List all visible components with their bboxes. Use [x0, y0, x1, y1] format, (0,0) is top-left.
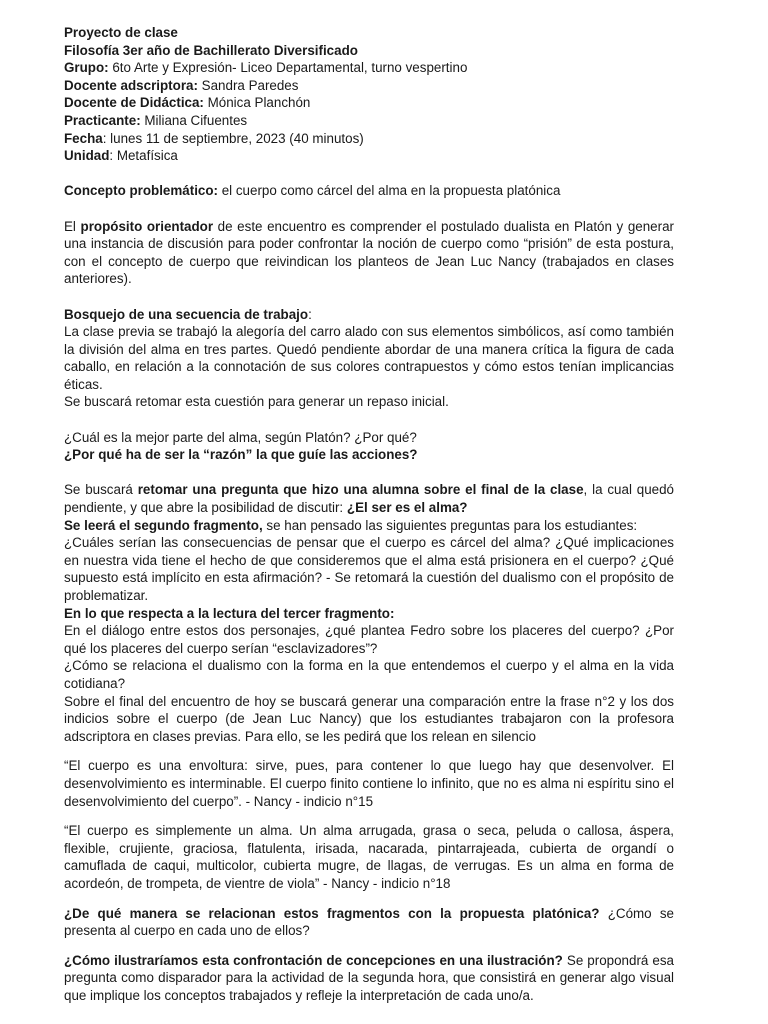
- ilustracion-paragraph: [64, 952, 674, 1005]
- spacer: [64, 810, 674, 822]
- relacion-rest: ¿Cómo se presenta al cuerpo en cada uno de ellos?: [64, 905, 674, 939]
- retomar-mid: , la cual quedó pendiente, y que abre la posibilidad de discutir:: [64, 482, 675, 516]
- grupo-label: Grupo:: [64, 60, 109, 76]
- doc-title: Proyecto de clase: [64, 25, 178, 40]
- tercero-heading: En lo que respecta a la lectura del tercer fragmento:: [64, 605, 395, 621]
- cita-indicio-18: “El cuerpo es simplemente un alma. Un alma arrugada, grasa o seca, peluda o callosa, áspera, flexible, crujiente, graciosa, flatulenta, irisada, nacarada, pintarrajeada, cubierta de organdí o camuflada de caqui, multicolor, cubierta mugre, de llagas, de verrugas. Es un alma en forma de acordeón, de trompeta, de vientre de viola” - Nancy - indicio n°18: [64, 823, 674, 891]
- grupo-value: 6to Arte y Expresión- Liceo Departamental, turno vespertino: [108, 60, 468, 76]
- didactica-value: Mónica Planchón: [203, 95, 311, 111]
- adscriptora-value: Sandra Paredes: [197, 77, 299, 93]
- tercero-paragraph-3: Sobre el final del encuentro de hoy se buscará generar una comparación entre la frase n°2 y los dos indicios sobre el cuerpo (de Jean Luc Nancy) que los estudiantes trabajaron con la profesora adscriptora en clases previas. Para ello, se les pedirá que los relean en silencio: [64, 693, 674, 744]
- spacer: [64, 464, 674, 482]
- proposito-pre: El: [64, 218, 81, 234]
- segundo-bold: Se leerá el segundo fragmento,: [64, 517, 263, 533]
- unidad-line: [64, 147, 674, 165]
- adscriptora-line: [64, 77, 674, 95]
- retomar-paragraph: [64, 481, 674, 516]
- relacion-bold: ¿De qué manera se relacionan estos fragmentos con la propuesta platónica?: [64, 905, 600, 921]
- document-page: [64, 24, 674, 1004]
- tercero-paragraph-2: ¿Cómo se relaciona el dualismo con la forma en la que entendemos el cuerpo y el alma en la vida cotidiana?: [64, 658, 674, 691]
- retomar-question: ¿El ser es el alma?: [346, 500, 468, 516]
- practicante-value: Miliana Cifuentes: [140, 112, 248, 128]
- pregunta-razon: ¿Por qué ha de ser la “razón” la que guíe las acciones?: [64, 447, 418, 463]
- doc-subtitle: Filosofía 3er año de Bachillerato Diversificado: [64, 42, 358, 58]
- bosquejo-title: Bosquejo de una secuencia de trabajo: [64, 306, 309, 322]
- practicante-label: Practicante:: [64, 112, 141, 128]
- spacer: [64, 288, 674, 306]
- concepto-value: el cuerpo como cárcel del alma en la propuesta platónica: [218, 183, 561, 199]
- unidad-label: Unidad: [64, 148, 110, 164]
- proposito-bold: propósito orientador: [80, 218, 214, 234]
- retomar-pre: Se buscará: [64, 482, 138, 498]
- tercero-paragraph-1: En el diálogo entre estos dos personajes, ¿qué plantea Fedro sobre los placeres del cuerpo? ¿Por qué los placeres del cuerpo serían “esclavizadores”?: [64, 623, 674, 656]
- segundo-heading: [64, 517, 674, 535]
- didactica-line: [64, 94, 674, 112]
- spacer: [64, 745, 674, 757]
- didactica-label: Docente de Didáctica:: [64, 95, 204, 111]
- practicante-line: [64, 112, 674, 130]
- grupo-line: [64, 59, 674, 77]
- proposito-rest: de este encuentro es comprender el postulado dualista en Platón y generar una instancia de discusión para poder confrontar la noción de cuerpo como “prisión” de esta postura, con el concepto de cuerpo que reivindican los planteos de Jean Luc Nancy (trabajados en clases anteriores).: [64, 218, 674, 287]
- bosquejo-paragraph-2: Se buscará retomar esta cuestión para generar un repaso inicial.: [64, 394, 449, 410]
- spacer: [64, 893, 674, 905]
- spacer: [64, 940, 674, 952]
- adscriptora-label: Docente adscriptora:: [64, 77, 198, 93]
- proposito-paragraph: [64, 218, 674, 288]
- bosquejo-paragraph-1: La clase previa se trabajó la alegoría del carro alado con sus elementos simbólicos, así como también la división del alma en tres partes. Quedó pendiente abordar de una manera crítica la figura de cada caballo, en relación a la connotación de sus colores contrapuestos y cómo estos tenían implicancias éticas.: [64, 324, 674, 392]
- pregunta-mejor-parte: ¿Cuál es la mejor parte del alma, según Platón? ¿Por qué?: [64, 429, 417, 445]
- bosquejo-colon: :: [308, 306, 312, 322]
- ilustracion-bold: ¿Cómo ilustraríamos esta confrontación de concepciones en una ilustración?: [64, 952, 563, 968]
- fecha-label: Fecha: [64, 130, 103, 146]
- relacion-paragraph: [64, 905, 674, 940]
- fecha-value: : lunes 11 de septiembre, 2023 (40 minutos): [102, 130, 364, 146]
- unidad-value: : Metafísica: [109, 148, 178, 164]
- spacer: [64, 200, 674, 218]
- concepto-label: Concepto problemático:: [64, 183, 218, 199]
- concepto-line: [64, 182, 674, 200]
- segundo-paragraph: ¿Cuáles serían las consecuencias de pensar que el cuerpo es cárcel del alma? ¿Qué implicaciones en nuestra vida tiene el hecho de que consideremos que el alma está prisionera en el cuerpo? ¿Qué supuesto está implícito en esta afirmación? - Se retomará la cuestión del dualismo con el propósito de problematizar.: [64, 535, 674, 603]
- bosquejo-heading: [64, 306, 674, 324]
- spacer: [64, 165, 674, 183]
- retomar-bold: retomar una pregunta que hizo una alumna sobre el final de la clase: [137, 482, 584, 498]
- fecha-line: [64, 130, 674, 148]
- segundo-rest: se han pensado las siguientes preguntas para los estudiantes:: [262, 517, 638, 533]
- spacer: [64, 411, 674, 429]
- cita-indicio-15: “El cuerpo es una envoltura: sirve, pues, para contener lo que luego hay que desenvolver. El desenvolvimiento es interminable. El cuerpo finito contiene lo infinito, que no es alma ni espíritu sino el desenvolvimiento del cuerpo”. - Nancy - indicio n°15: [64, 758, 674, 809]
- ilustracion-rest: Se propondrá esa pregunta como disparador para la actividad de la segunda hora, que consistirá en generar algo visual que implique los conceptos trabajados y refleje la interpretación de cada uno/a.: [64, 952, 674, 1003]
